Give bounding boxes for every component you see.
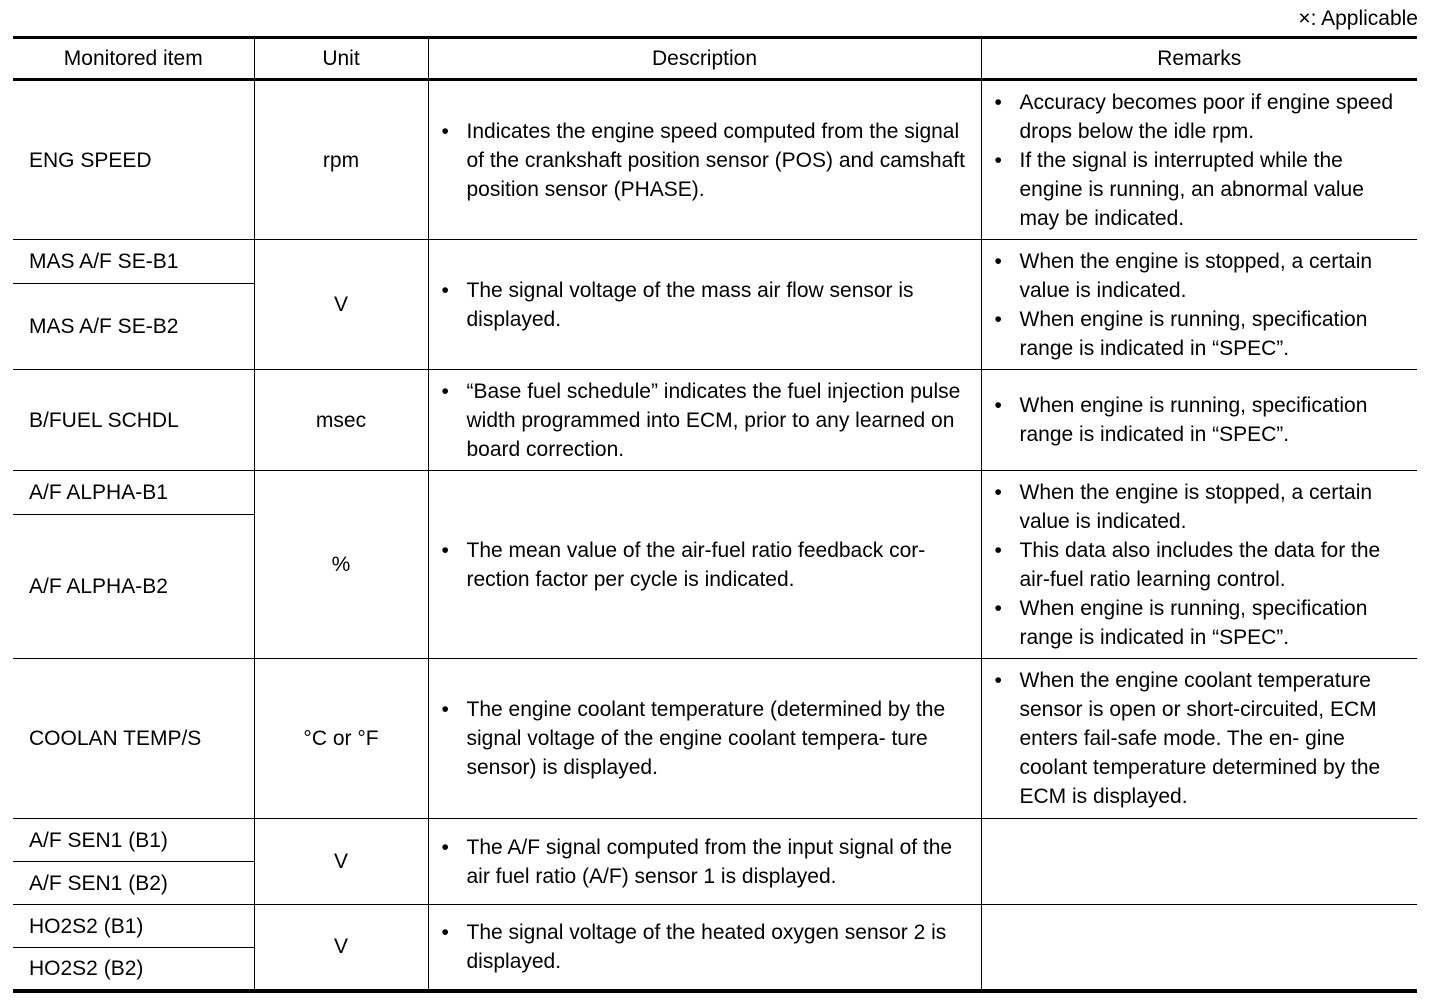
description-bullet: • The signal voltage of the mass air flow sensor is displayed. [467, 276, 973, 334]
remark-bullet: • When the engine is stopped, a certain value is indicated. [1020, 247, 1410, 305]
table-row [13, 819, 1417, 862]
monitored-items-table [13, 36, 1417, 993]
applicable-legend: ×: Applicable [1298, 7, 1418, 30]
table-row [13, 240, 1417, 284]
item-unit: % [254, 471, 428, 659]
item-unit: msec [254, 370, 428, 471]
item-remarks [981, 240, 1417, 370]
item-description [428, 240, 981, 370]
item-remarks [981, 905, 1417, 991]
item-description [428, 659, 981, 819]
description-bullet: • The engine coolant temperature (determined by the signal voltage of the engine coolant tempera- ture sensor) is displayed. [467, 695, 973, 782]
item-unit: °C or °F [254, 659, 428, 819]
header-description: Description [428, 38, 981, 80]
item-name: B/FUEL SCHDL [13, 370, 254, 471]
header-monitored-item: Monitored item [13, 38, 254, 80]
description-bullet: • “Base fuel schedule” indicates the fuel injection pulse width programmed into ECM, prior to any learned on board correction. [467, 377, 973, 464]
item-name: HO2S2 (B1) [13, 905, 254, 948]
table-row [13, 905, 1417, 948]
remark-bullet: • Accuracy becomes poor if engine speed drops below the idle rpm. [1020, 88, 1410, 146]
description-bullet: • Indicates the engine speed computed from the signal of the crankshaft position sensor (POS) and camshaft position sensor (PHASE). [467, 117, 973, 204]
remark-bullet: • This data also includes the data for the air-fuel ratio learning control. [1020, 536, 1410, 594]
item-description [428, 471, 981, 659]
remark-bullet: • When the engine is stopped, a certain value is indicated. [1020, 478, 1410, 536]
description-bullet: • The signal voltage of the heated oxygen sensor 2 is displayed. [467, 918, 973, 976]
item-remarks [981, 659, 1417, 819]
item-description [428, 80, 981, 240]
item-unit: V [254, 240, 428, 370]
item-remarks [981, 471, 1417, 659]
item-name: A/F SEN1 (B2) [13, 862, 254, 905]
table-header-row [13, 38, 1417, 80]
header-unit: Unit [254, 38, 428, 80]
item-description [428, 905, 981, 991]
item-unit: V [254, 819, 428, 905]
item-name: A/F ALPHA-B2 [13, 515, 254, 659]
table-row [13, 80, 1417, 240]
remark-bullet: • When engine is running, specification range is indicated in “SPEC”. [1020, 305, 1410, 363]
item-remarks [981, 819, 1417, 905]
item-name: ENG SPEED [13, 80, 254, 240]
item-name: COOLAN TEMP/S [13, 659, 254, 819]
table-row [13, 370, 1417, 471]
item-description [428, 370, 981, 471]
item-name: MAS A/F SE-B2 [13, 284, 254, 370]
item-name: A/F SEN1 (B1) [13, 819, 254, 862]
description-bullet: • The mean value of the air-fuel ratio feedback cor- rection factor per cycle is indicated. [467, 536, 973, 594]
remark-bullet: • When the engine coolant temperature sensor is open or short-circuited, ECM enters fail-safe mode. The en- gine coolant temperature determined by the ECM is displayed. [1020, 666, 1410, 811]
item-name: HO2S2 (B2) [13, 948, 254, 991]
remark-bullet: • When engine is running, specification range is indicated in “SPEC”. [1020, 594, 1410, 652]
description-bullet: • The A/F signal computed from the input signal of the air fuel ratio (A/F) sensor 1 is displayed. [467, 833, 973, 891]
item-name: MAS A/F SE-B1 [13, 240, 254, 284]
header-remarks: Remarks [981, 38, 1417, 80]
item-unit: V [254, 905, 428, 991]
item-unit: rpm [254, 80, 428, 240]
item-name: A/F ALPHA-B1 [13, 471, 254, 515]
item-description [428, 819, 981, 905]
item-remarks [981, 370, 1417, 471]
table-row [13, 659, 1417, 819]
remark-bullet: • When engine is running, specification range is indicated in “SPEC”. [1020, 391, 1410, 449]
item-remarks [981, 80, 1417, 240]
remark-bullet: • If the signal is interrupted while the engine is running, an abnormal value may be indicated. [1020, 146, 1410, 233]
table-row [13, 471, 1417, 515]
